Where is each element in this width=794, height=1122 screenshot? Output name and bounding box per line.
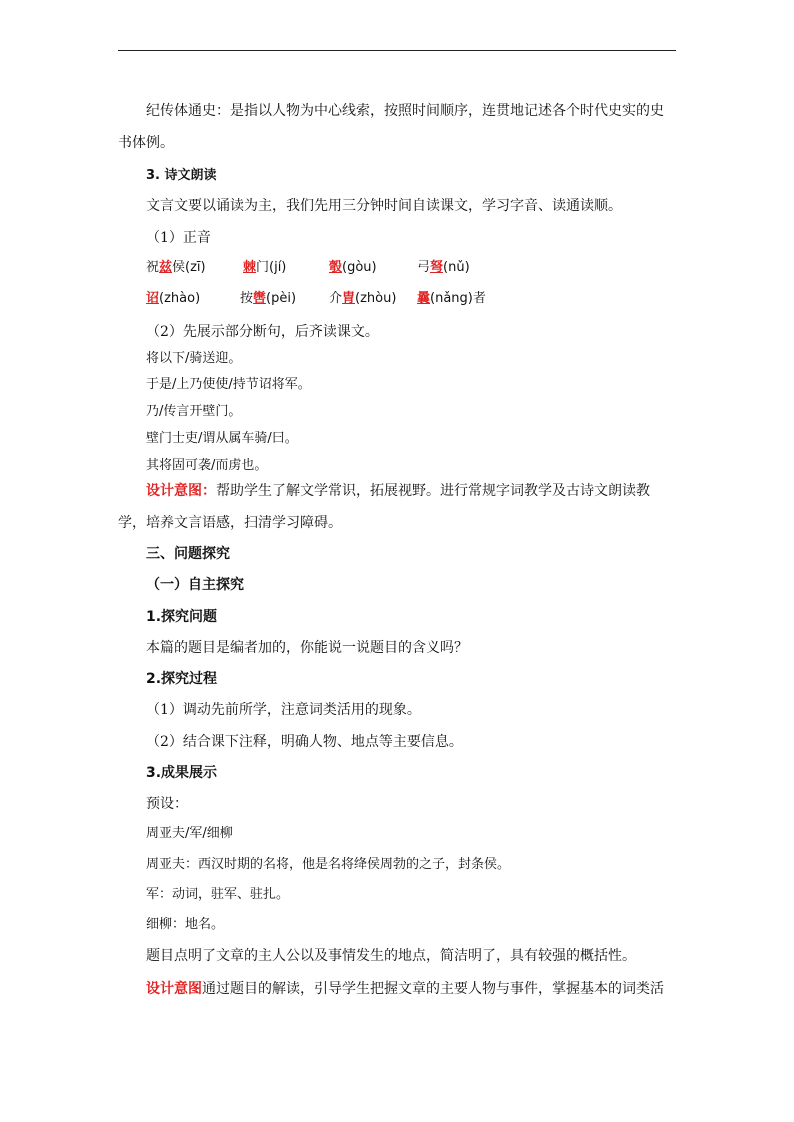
design-intent-label: 设计意图 xyxy=(146,981,202,997)
heading-results: 3.成果展示 xyxy=(146,765,218,781)
sentence-division-line: 将以下/骑送迎。 xyxy=(146,351,242,366)
design-intent-text: 通过题目的解读，引导学生把握文章的主要人物与事件，掌握基本的词类活 xyxy=(202,981,664,997)
pronunciation-item: 弓弩(nǔ) xyxy=(417,260,470,275)
note-jun: 军：动词，驻军、驻扎。 xyxy=(146,887,290,902)
pronunciation-item: 曩(nǎng)者 xyxy=(417,291,486,306)
recitation-text: 文言文要以诵读为主，我们先用三分钟时间自读课文，学习字音、读通读顺。 xyxy=(146,198,622,214)
sentence-division-line: 于是/上乃使使/持节诏将军。 xyxy=(146,377,311,392)
section-heading-recitation: 3. 诗文朗读 xyxy=(146,168,217,183)
header-rule xyxy=(118,50,676,51)
inquiry-question-text: 本篇的题目是编者加的，你能说一说题目的含义吗？ xyxy=(146,640,468,656)
pronunciation-item: 介胄(zhòu) xyxy=(329,291,397,306)
title-split: 周亚夫/军/细柳 xyxy=(146,826,233,841)
design-intent-text: 帮助学生了解文学常识，拓展视野。进行常规字词教学及古诗文朗读教 xyxy=(216,483,650,499)
subsection-heading-self-inquiry: （一）自主探究 xyxy=(146,577,244,593)
inquiry-process-1: （1）调动先前所学，注意词类活用的现象。 xyxy=(146,702,421,718)
pronunciation-item: 棘门(jí) xyxy=(243,260,287,275)
note-zhou-yafu: 周亚夫：西汉时期的名将，他是名将绛侯周勃的之子，封条侯。 xyxy=(146,857,511,872)
pronunciation-item: 彀(gòu) xyxy=(329,260,377,275)
title-summary: 题目点明了文章的主人公以及事情发生的地点，简洁明了，具有较强的概括性。 xyxy=(146,948,636,964)
design-intent-1-cont: 学，培养文言语感，扫清学习障碍。 xyxy=(118,515,342,531)
section-heading-inquiry: 三、问题探究 xyxy=(146,546,230,562)
design-intent-1 xyxy=(146,481,650,501)
note-xiliu: 细柳：地名。 xyxy=(146,917,225,932)
intro-line-1: 纪传体通史：是指以人物为中心线索，按照时间顺序，连贯地记述各个时代史实的史 xyxy=(146,103,664,119)
sentence-division-intro: （2）先展示部分断句，后齐读课文。 xyxy=(146,324,379,340)
pronunciation-item: 按辔(pèi) xyxy=(240,291,297,306)
intro-line-2: 书体例。 xyxy=(118,135,174,151)
heading-inquiry-process: 2.探究过程 xyxy=(146,671,218,687)
design-intent-2 xyxy=(146,979,664,999)
design-intent-label: 设计意图： xyxy=(146,483,216,499)
heading-inquiry-question: 1.探究问题 xyxy=(146,609,218,625)
sentence-division-line: 壁门士吏/谓从属车骑/曰。 xyxy=(146,431,298,446)
sentence-division-line: 乃/传言开壁门。 xyxy=(146,404,242,419)
pronunciation-label: （1）正音 xyxy=(146,230,211,246)
sentence-division-line: 其将固可袭/而虏也。 xyxy=(146,458,268,473)
inquiry-process-2: （2）结合课下注释，明确人物、地点等主要信息。 xyxy=(146,734,463,750)
pronunciation-item: 诏(zhào) xyxy=(146,291,201,306)
pronunciation-item: 祝兹侯(zī) xyxy=(146,260,206,275)
preset-label: 预设： xyxy=(146,796,188,812)
